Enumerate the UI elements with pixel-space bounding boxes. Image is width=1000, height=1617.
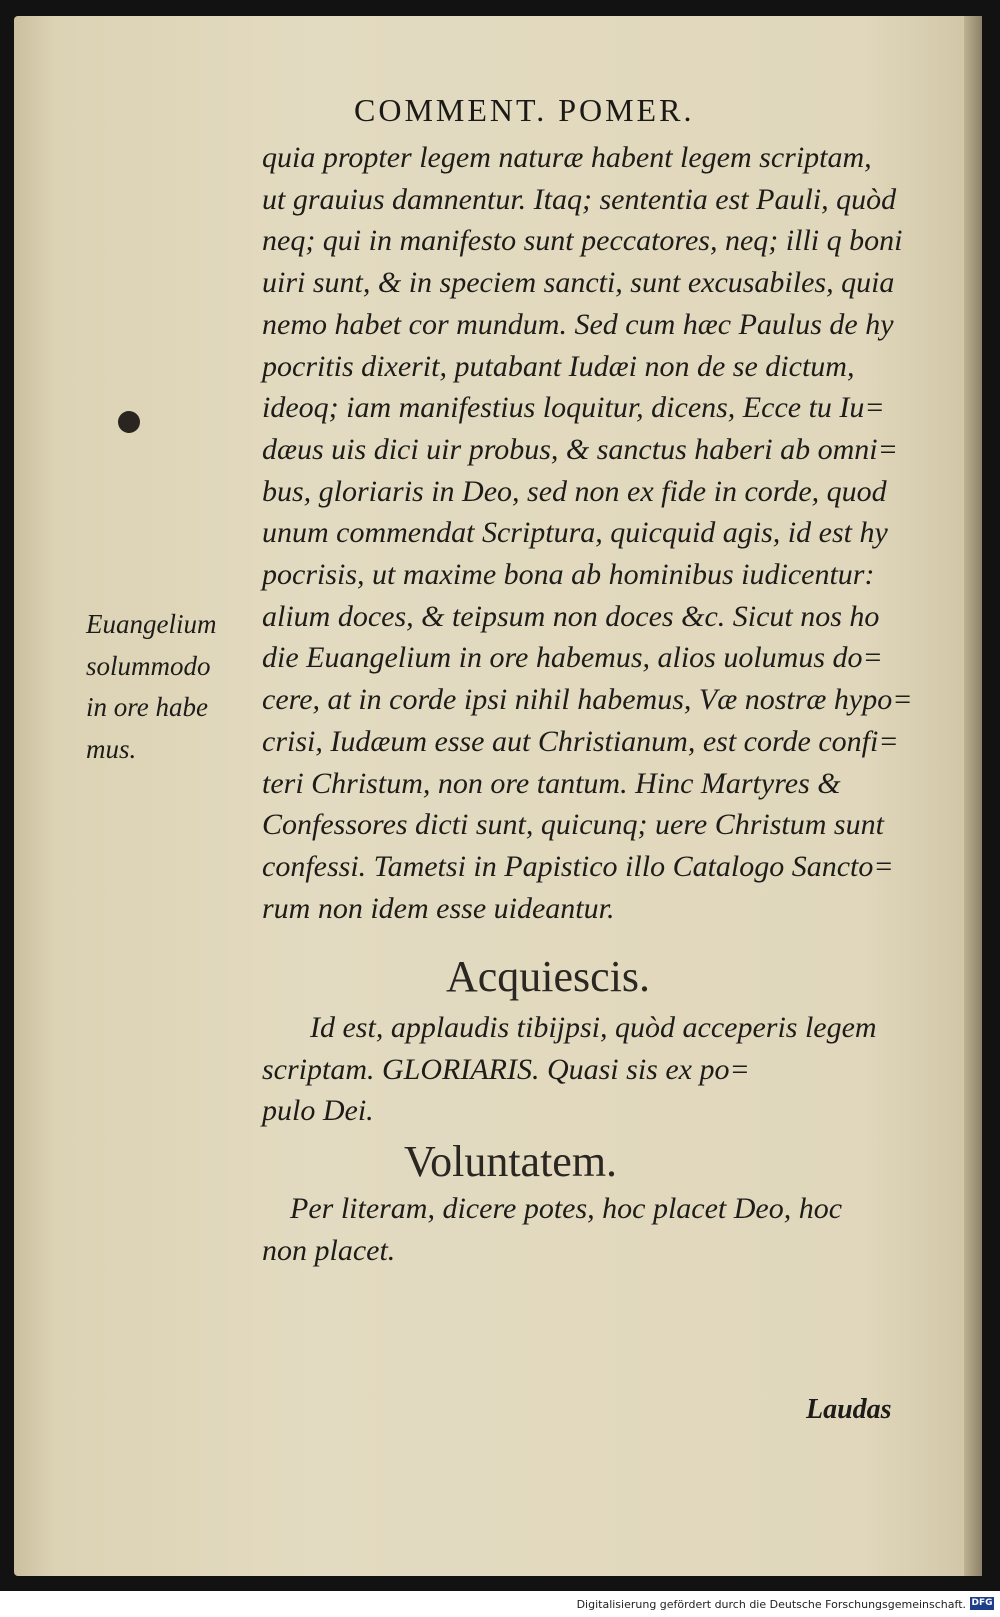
page-edge	[964, 16, 982, 1576]
digitization-footer	[0, 1591, 1000, 1617]
body-lines-1-line: dæus uis dici uir probus, & sanctus haberi ab omni=	[262, 432, 898, 466]
section-heading-voluntatem: Voluntatem.	[404, 1137, 618, 1186]
running-head: COMMENT. POMER.	[354, 92, 695, 128]
body-lines-1-line: neq; qui in manifesto sunt peccatores, neq; illi q boni	[262, 224, 903, 258]
body-lines-1-line: pocrisis, ut maxime bona ab hominibus iudicentur:	[262, 558, 875, 591]
body-lines-2-line: Id est, applaudis tibijpsi, quòd acceperis legem	[310, 1011, 877, 1044]
book-page	[14, 16, 982, 1576]
body-lines-1-line: uiri sunt, & in speciem sancti, sunt excusabiles, quia	[262, 266, 895, 300]
body-lines-1-line: ideoq; iam manifestius loquitur, dicens, Ecce tu Iu=	[262, 391, 885, 425]
body-lines-1-line: crisi, Iudæum esse aut Christianum, est corde confi=	[262, 724, 899, 758]
catchword: Laudas	[806, 1394, 892, 1425]
body-lines-1-line: unum commendat Scriptura, quicquid agis, id est hy	[262, 516, 888, 550]
body-lines-1-line: nemo habet cor mundum. Sed cum hæc Paulus de hy	[262, 307, 894, 341]
body-lines-1-line: ut grauius damnentur. Itaq; sententia est Pauli, quòd	[262, 182, 897, 216]
body-lines-1-line: rum non idem esse uideantur.	[262, 891, 615, 925]
body-lines-1-line: pocritis dixerit, putabant Iudæi non de se dictum,	[262, 349, 855, 383]
body-lines-1-line: teri Christum, non ore tantum. Hinc Martyres &	[262, 766, 841, 800]
body-lines-1-line: die Euangelium in ore habemus, alios uolumus do=	[262, 641, 883, 675]
body-lines-1-line: cere, at in corde ipsi nihil habemus, Væ nostræ hypo=	[262, 683, 913, 717]
margin-note-line: mus.	[86, 733, 137, 764]
body-lines-1-line: confessi. Tametsi in Papistico illo Catalogo Sancto=	[262, 849, 894, 883]
body-lines-1-line: bus, gloriaris in Deo, sed non ex fide in corde, quod	[262, 474, 887, 508]
dfg-logo-icon: DFG	[971, 1598, 993, 1608]
body-lines-2-line: scriptam. GLORIARIS. Quasi sis ex po=	[262, 1052, 750, 1086]
body-lines-1-line: alium doces, & teipsum non doces &c. Sicut nos ho	[262, 599, 880, 633]
section-heading-acquiescis: Acquiescis.	[446, 952, 651, 1001]
body-lines-3-line: Per literam, dicere potes, hoc placet Deo, hoc	[290, 1192, 843, 1225]
body-lines-1-line: Confessores dicti sunt, quicunq; uere Christum sunt	[262, 808, 884, 842]
margin-note-line: Euangelium	[86, 609, 217, 639]
ink-spot	[118, 411, 140, 433]
margin-note-line: solummodo	[86, 650, 211, 681]
body-lines-2-line: pulo Dei.	[262, 1094, 374, 1127]
footer-text: Digitalisierung gefördert durch die Deutsche Forschungsgemeinschaft.	[576, 1598, 966, 1611]
margin-note-line: in ore habe	[86, 692, 208, 722]
body-lines-1-line: quia propter legem naturæ habent legem scriptam,	[262, 141, 872, 174]
body-lines-3-line: non placet.	[262, 1233, 396, 1267]
